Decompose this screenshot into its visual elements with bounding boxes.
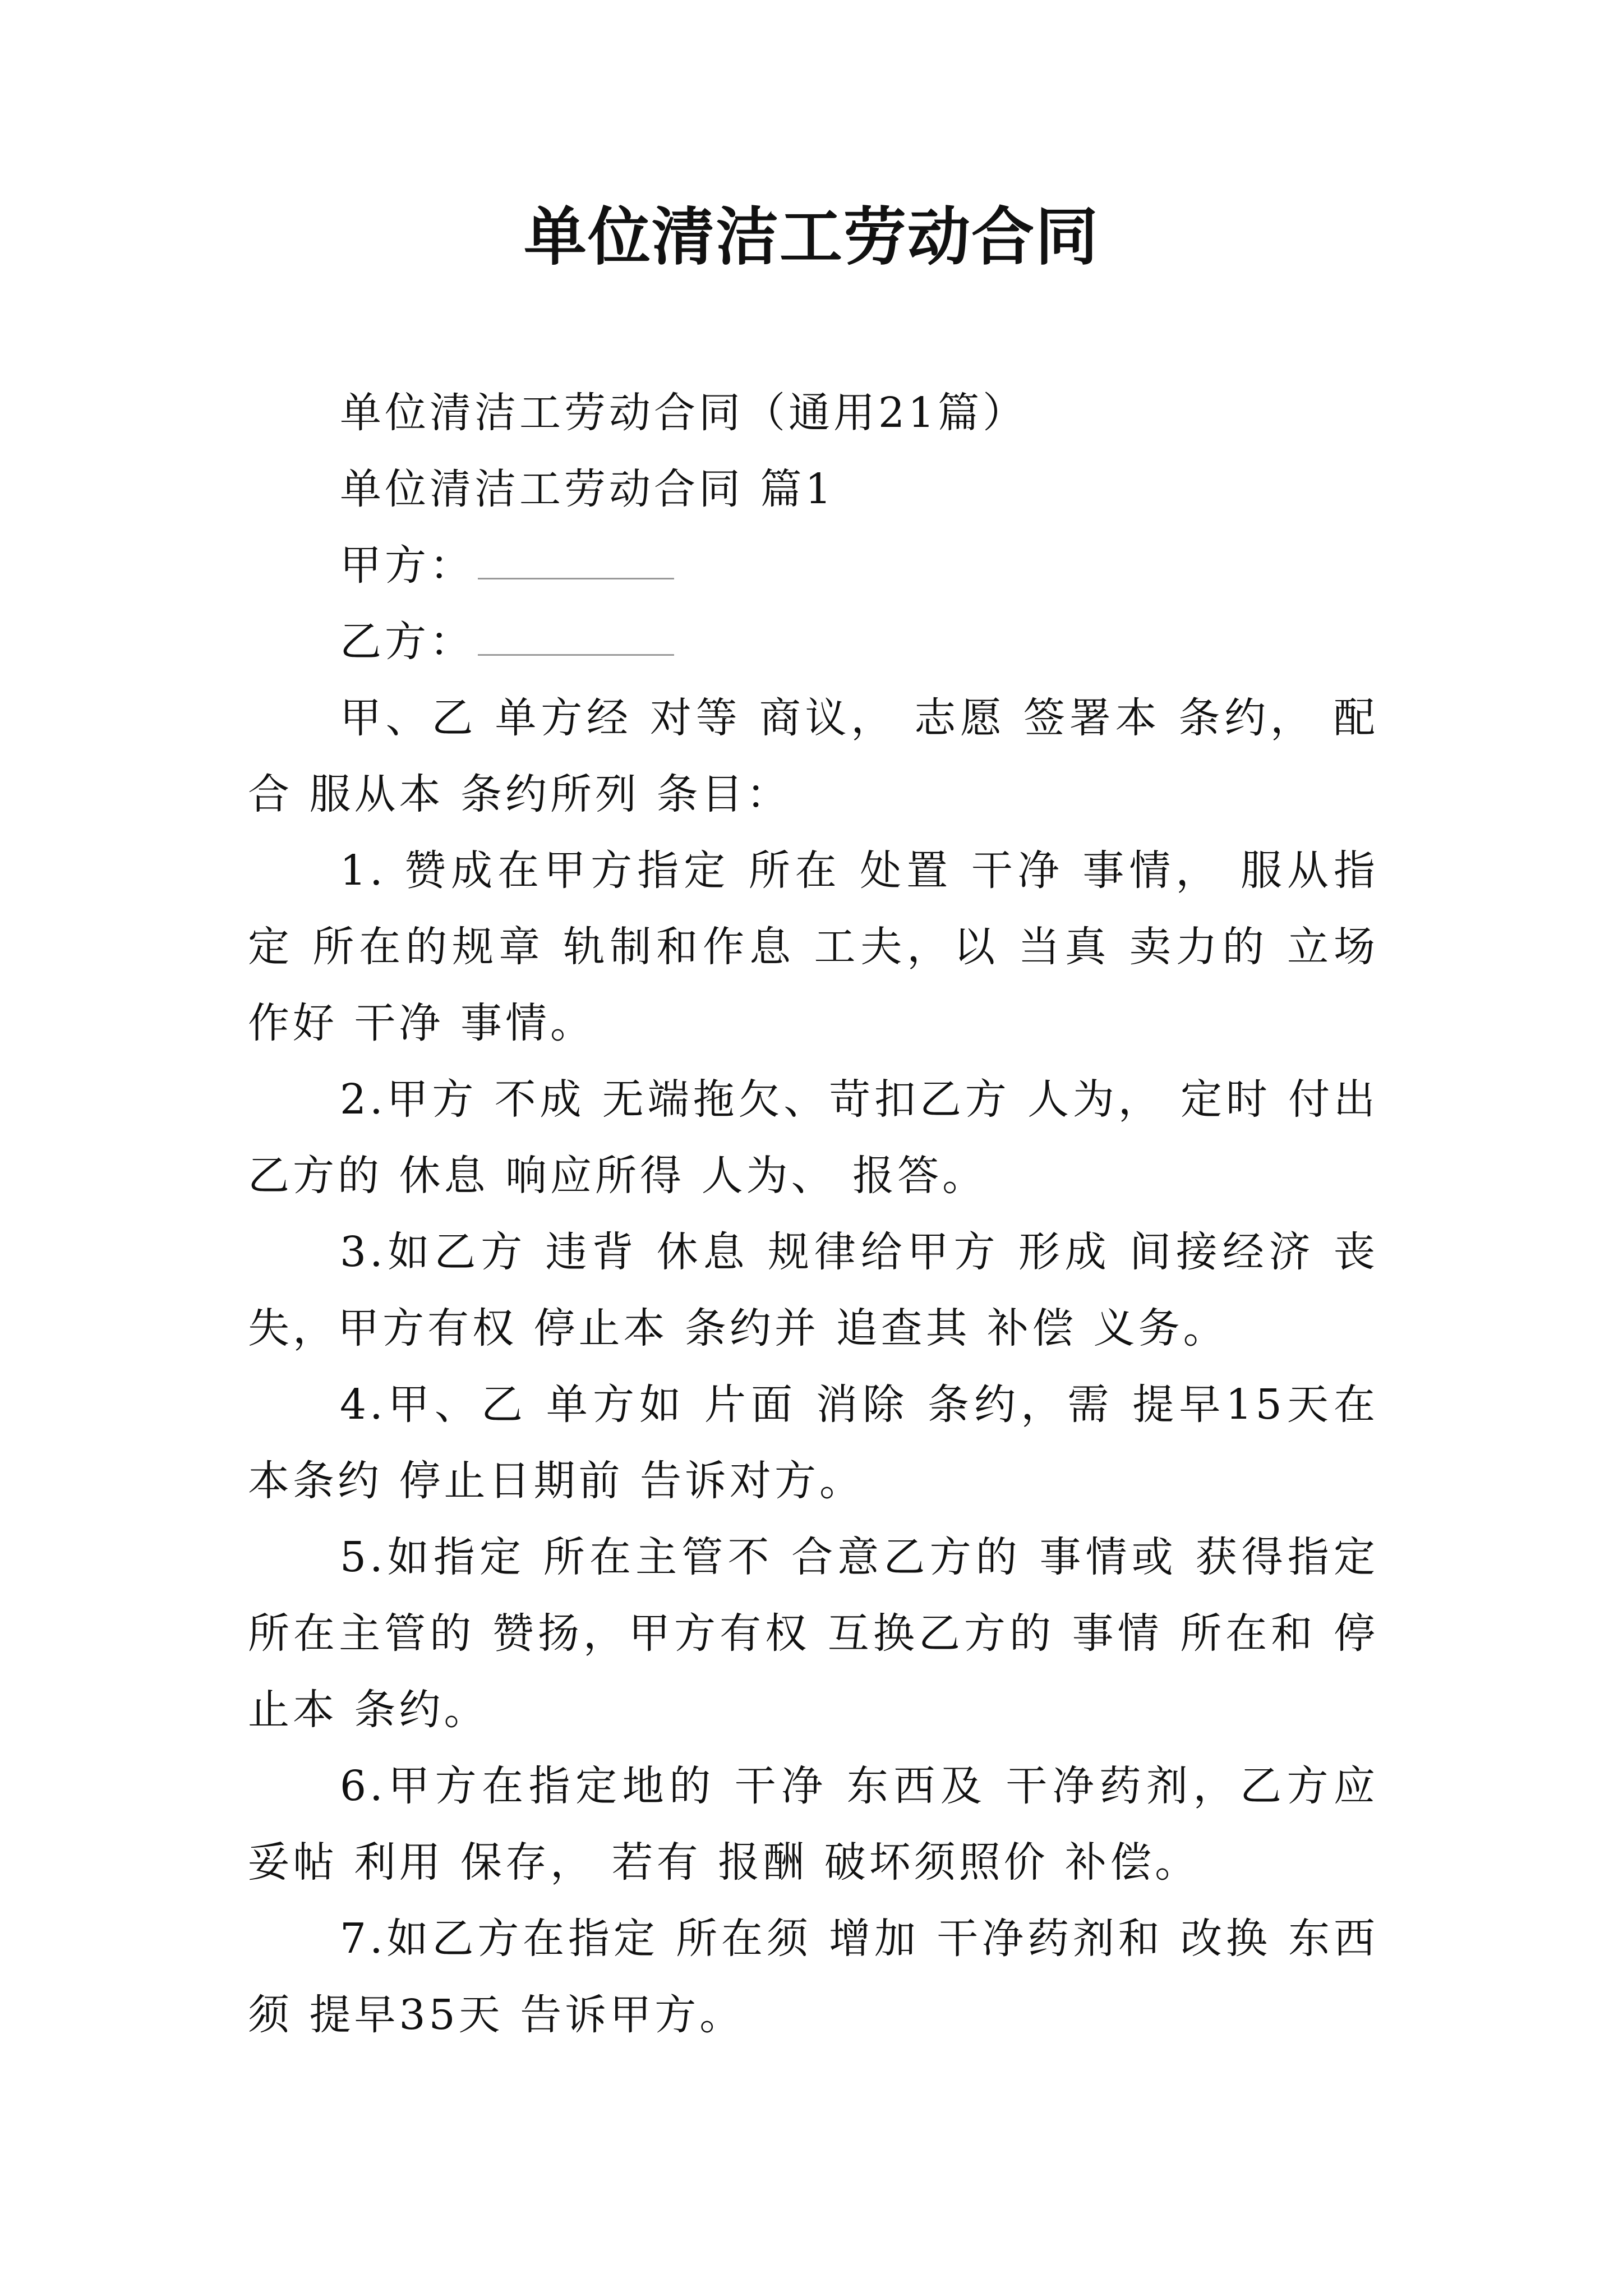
clause-2: 2.甲方 不成 无端拖欠、苛扣乙方 人为， 定时 付出乙方的 休息 响应所得 人为、 报答。 (248, 1075, 1378, 1200)
party-b-blank (478, 623, 674, 656)
party-a-line (248, 527, 1378, 604)
clause-1: 1. 赞成在甲方指定 所在 处置 干净 事情， 服从指定 所在的规章 轨制和作息 工夫，以 当真 卖力的 立场作好 干净 事情。 (248, 846, 1378, 1047)
document-subtitle: 单位清洁工劳动合同（通用21篇） (340, 389, 1028, 437)
party-b-line (248, 604, 1378, 680)
clause-4: 4.甲、乙 单方如 片面 消除 条约，需 提早15天在本条约 停止日期前 告诉对方。 (248, 1381, 1378, 1505)
clause-7: 7.如乙方在指定 所在须 增加 干净药剂和 改换 东西须 提早35天 告诉甲方。 (248, 1915, 1378, 2039)
party-a-label: 甲方： (340, 541, 474, 590)
party-a-blank (478, 546, 674, 579)
clause-3: 3.如乙方 违背 休息 规律给甲方 形成 间接经济 丧失，甲方有权 停止本 条约并 追查其 补偿 义务。 (248, 1228, 1378, 1352)
party-b-label: 乙方： (340, 618, 474, 666)
clause-5: 5.如指定 所在主管不 合意乙方的 事情或 获得指定所在主管的 赞扬，甲方有权 互换乙方的 事情 所在和 停止本 条约。 (248, 1533, 1378, 1734)
document-body (248, 375, 1378, 2053)
clause-6: 6.甲方在指定地的 干净 东西及 干净药剂，乙方应 妥帖 利用 保存， 若有 报酬 破坏须照价 补偿。 (248, 1762, 1378, 1887)
section-heading: 单位清洁工劳动合同 篇1 (340, 465, 835, 513)
document-title: 单位清洁工劳动合同 (524, 200, 1099, 274)
intro-paragraph: 甲、乙 单方经 对等 商议， 志愿 签署本 条约， 配合 服从本 条约所列 条目： (248, 694, 1378, 818)
